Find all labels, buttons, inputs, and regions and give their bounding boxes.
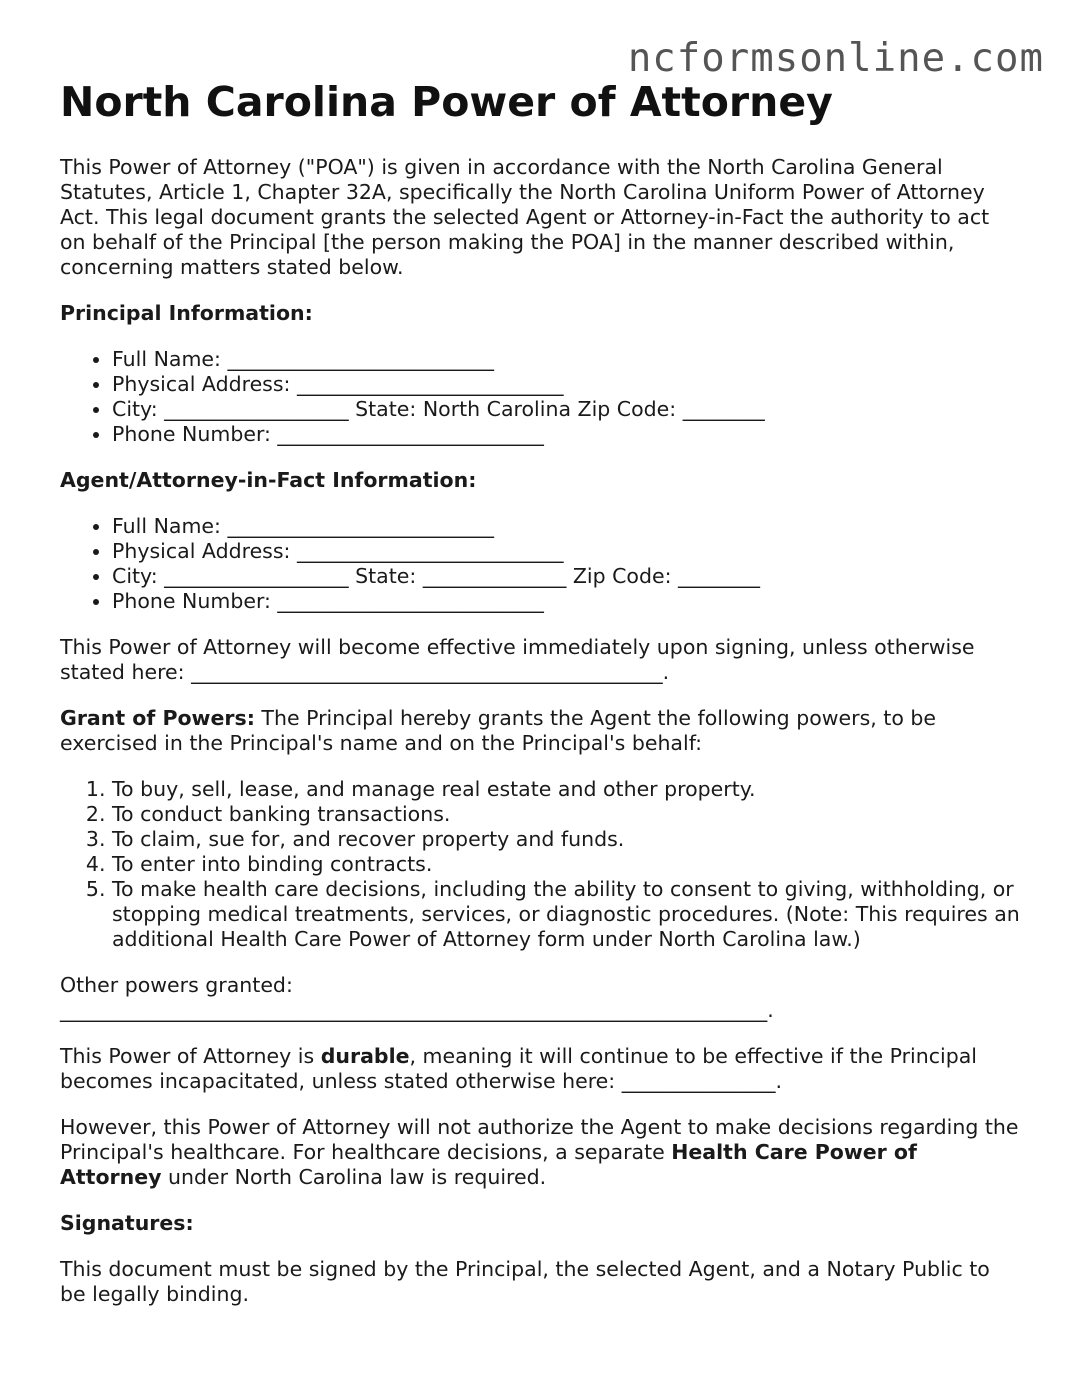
agent-address: • Physical Address: __________________________ — [112, 539, 1020, 564]
other-powers-blank: _____________________________________________________________________. — [60, 998, 774, 1022]
principal-address: • Physical Address: __________________________ — [112, 372, 1020, 397]
effective-date-paragraph: This Power of Attorney will become effective immediately upon signing, unless otherwise stated here: ______________________________________________. — [60, 635, 975, 684]
principal-city-state-zip: • City: __________________ State: North Carolina Zip Code: ________ — [112, 397, 1020, 422]
powers-list — [60, 777, 1020, 952]
power-item: 3. To claim, sue for, and recover property and funds. — [112, 827, 1020, 852]
healthcare-text-post: under North Carolina law is required. — [161, 1165, 547, 1189]
agent-info-list — [60, 514, 1020, 614]
signatures-heading: Signatures: — [60, 1211, 194, 1235]
durable-paragraph — [60, 1044, 1020, 1094]
power-item: 2. To conduct banking transactions. — [112, 802, 1020, 827]
power-item: 1. To buy, sell, lease, and manage real estate and other property. — [112, 777, 1020, 802]
grant-of-powers-label: Grant of Powers: — [60, 706, 255, 730]
signatures-paragraph: This document must be signed by the Principal, the selected Agent, and a Notary Public to be legally binding. — [60, 1257, 990, 1306]
healthcare-text-pre: However, this Power of Attorney will not authorize the Agent to make decisions regarding the Principal's healthcare. For healthcare decisions, a separate — [60, 1115, 1019, 1164]
healthcare-poa-term: Health Care Power of Attorney — [60, 1140, 917, 1189]
power-item: 5. To make health care decisions, including the ability to consent to giving, withholding, or stopping medical treatments, services, or diagnostic procedures. (Note: This requires an additional Health Care Power of Attorney form under North Carolina law.) — [112, 877, 1020, 952]
grant-of-powers-paragraph — [60, 706, 1020, 756]
healthcare-paragraph — [60, 1115, 1020, 1190]
document-body — [60, 78, 1020, 1328]
agent-heading: Agent/Attorney-in-Fact Information: — [60, 468, 477, 492]
principal-info-list — [60, 347, 1020, 447]
other-powers-paragraph — [60, 973, 1020, 1023]
grant-of-powers-text: The Principal hereby grants the Agent the following powers, to be exercised in the Principal's name and on the Principal's behalf: — [60, 706, 937, 755]
power-item: 4. To enter into binding contracts. — [112, 852, 1020, 877]
agent-full-name: • Full Name: __________________________ — [112, 514, 1020, 539]
agent-phone: • Phone Number: __________________________ — [112, 589, 1020, 614]
durable-text-pre: This Power of Attorney is — [60, 1044, 321, 1068]
durable-keyword: durable — [320, 1044, 410, 1068]
page-title: North Carolina Power of Attorney — [60, 78, 833, 126]
intro-paragraph: This Power of Attorney ("POA") is given in accordance with the North Carolina General Statutes, Article 1, Chapter 32A, specifically the North Carolina Uniform Power of Attorney Act. This legal document grants the selected Agent or Attorney-in-Fact the authority to act on behalf of the Principal [the person making the POA] in the manner described within, concerning matters stated below. — [60, 155, 990, 279]
principal-phone: • Phone Number: __________________________ — [112, 422, 1020, 447]
principal-heading: Principal Information: — [60, 301, 313, 325]
agent-city-state-zip: • City: __________________ State: ______________ Zip Code: ________ — [112, 564, 1020, 589]
other-powers-label: Other powers granted: — [60, 973, 293, 997]
principal-full-name: • Full Name: __________________________ — [112, 347, 1020, 372]
durable-text-post: , meaning it will continue to be effective if the Principal becomes incapacitated, unless stated otherwise here: _______________. — [60, 1044, 977, 1093]
site-watermark: ncformsonline.com — [627, 36, 1044, 81]
